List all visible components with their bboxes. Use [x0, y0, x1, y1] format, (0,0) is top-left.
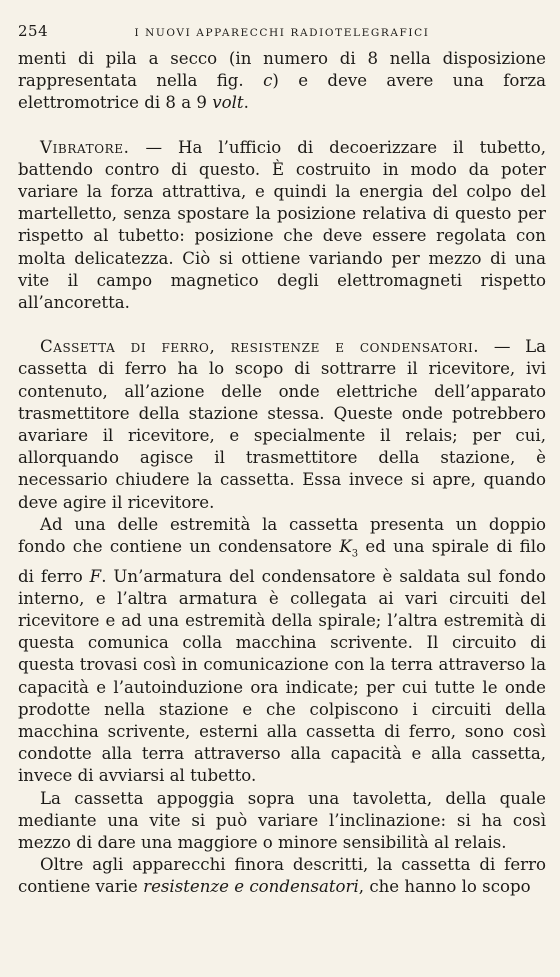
symbol-condenser: K [339, 537, 352, 557]
section-spacer [18, 314, 546, 336]
italic-phrase: resistenze e condensatori [143, 877, 359, 897]
symbol-condenser-subscript: 3 [351, 548, 359, 560]
page-header [18, 22, 546, 44]
symbol-spiral: F [89, 566, 102, 586]
paragraph-text: La cassetta appoggia sopra una tavoletta, della quale mediante una vite si può variare l’inclinazione: si ha così mezzo di dare una maggiore o minore sensibilità al relais. [18, 788, 546, 853]
paragraph-resistenze [18, 854, 546, 898]
paragraph-battery-continuation [18, 48, 546, 115]
paragraph-vibratore [18, 137, 546, 315]
paragraph-text: ) e deve avere una forza elettromotrice di 8 a 9 [18, 71, 546, 113]
paragraph-tavoletta [18, 788, 546, 855]
paragraph-text: . Un’armatura del condensatore è saldata sul fondo interno, e l’altra armatura è collegata ai vari circuiti del ricevitore e ad una estremità della spirale; l’altra estremità di questa comunica colla macchina scrivente. Il circuito di questa trovasi così in comunicazione con la terra attraverso la capacità e l’autoinduzione ora indicate; per cui tutte le onde prodotte nella stazione e che colpiscono i circuiti della macchina scrivente, esterni alla cassetta di ferro, sono così condotte alla terra attraverso alla capacità e alla cassetta, invece di avviarsi al tubetto. [18, 566, 546, 786]
paragraph-text: ed una spirale di filo di ferro [18, 537, 546, 586]
paragraph-cassetta [18, 336, 546, 514]
page-body [18, 48, 546, 899]
running-title: I NUOVI APPARECCHI RADIOTELEGRAFICI [134, 27, 430, 39]
paragraph-text: — Ha l’ufficio di decoerizzare il tubetto, battendo contro di questo. È costruito in modo da poter variare la forza attrattiva, e quindi la energia del colpo del martelletto, senza spostare la posizione relativa di questo per rispetto al tubetto: posizione che deve essere regolata con molta delicatezza. Ciò si ottiene variando per mezzo di una vite il campo magnetico degli elettromagneti rispetto all’ancoretta. [18, 137, 546, 313]
unit-volt: volt [212, 93, 244, 113]
section-heading-cassetta: Cassetta di ferro, resistenze e condensatori. [40, 337, 480, 357]
paragraph-text: menti di pila a secco (in numero di 8 nella disposizione rappresentata nella fig. [18, 49, 546, 91]
paragraph-text: . [243, 93, 249, 113]
paragraph-text: — La cassetta di ferro ha lo scopo di sottrarre il ricevitore, ivi contenuto, all’azione delle onde elettriche dell’apparato trasmettitore della stazione stessa. Queste onde potrebbero avariare il ricevitore, e specialmente il relais; per cui, allorquando agisce il trasmettitore della stazione, è necessario chiudere la cassetta. Essa invece si apre, quando deve agire il ricevitore. [18, 337, 547, 512]
page-number: 254 [18, 22, 49, 40]
paragraph-text: , che hanno lo scopo [358, 877, 531, 897]
section-heading-vibratore: Vibratore. [40, 137, 130, 157]
section-spacer [18, 115, 546, 137]
figure-reference: c [263, 71, 273, 91]
paragraph-text: Oltre agli apparecchi finora descritti, la cassetta di ferro contiene varie [18, 855, 546, 897]
paragraph-doppio-fondo [18, 514, 546, 788]
paragraph-text: Ad una delle estremità la cassetta presenta un doppio fondo che contiene un condensatore [18, 514, 546, 557]
